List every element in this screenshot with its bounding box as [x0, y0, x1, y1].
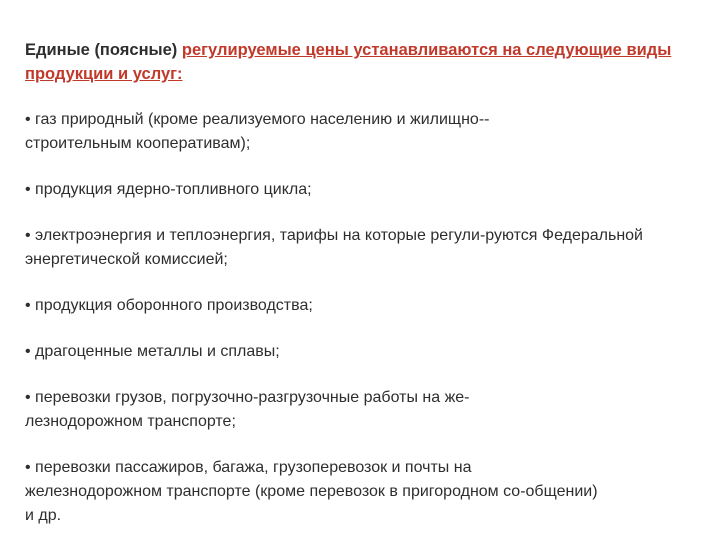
list-item: • перевозки пассажиров, багажа, грузоперевозок и почты на железнодорожном транспорте (кроме перевозок в пригородном со-общении) и др. [25, 459, 598, 524]
slide-heading [25, 38, 695, 86]
heading-accent-text: регулируемые цены устанавливаются на следующие виды продукции и услуг: [25, 41, 672, 83]
list-item: • перевозки грузов, погрузочно-разгрузочные работы на же-лезнодорожном транспорте; [25, 389, 470, 430]
slide-content [25, 38, 695, 528]
product-list [25, 108, 695, 528]
list-item: • драгоценные металлы и сплавы; [25, 343, 280, 360]
list-item: • продукция ядерно-топливного цикла; [25, 181, 312, 198]
list-item: • газ природный (кроме реализуемого населению и жилищно-- строительным кооперативам); [25, 111, 490, 152]
list-item: • электроэнергия и теплоэнергия, тарифы на которые регули-руются Федеральной энергетической комиссией; [25, 227, 643, 268]
list-item: • продукция оборонного производства; [25, 297, 313, 314]
heading-plain-text: Единые (поясные) [25, 41, 182, 59]
